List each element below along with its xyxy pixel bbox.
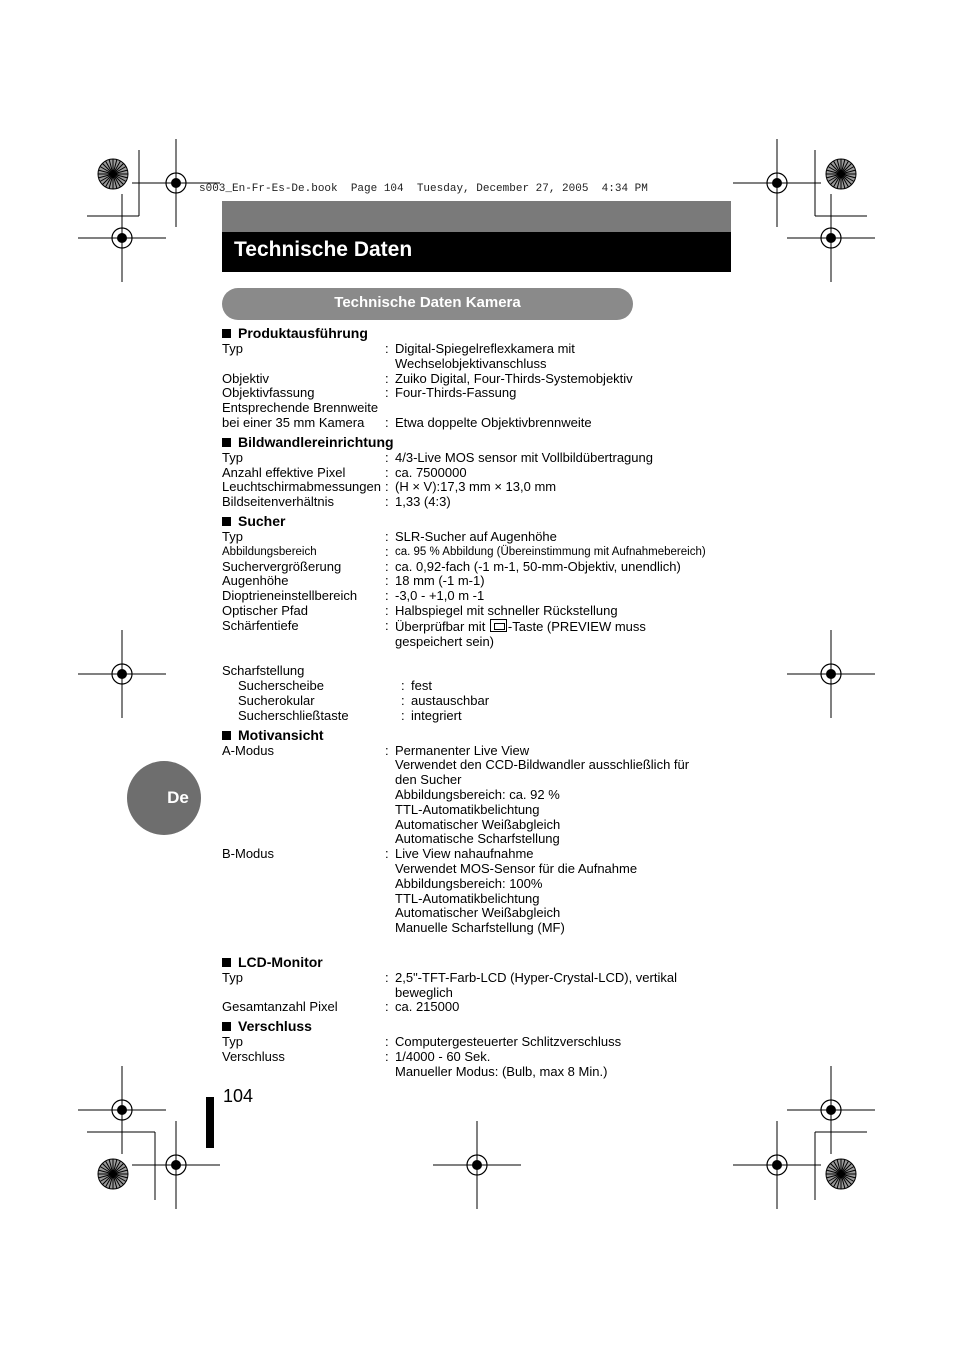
spec-value: 1/4000 - 60 Sek. Manueller Modus: (Bulb, max 8 Min.) [395,1049,608,1079]
spec-value: Permanenter Live View Verwendet den CCD-Bildwandler ausschließlich für den Sucher Abbildungsbereich: ca. 92 % TTL-Automatikbelichtung Automatischer Weißabgleich Automatische Scharfstellung [395,742,690,847]
spec-label: A-Modus [222,742,275,758]
spec-row [222,560,742,575]
spec-label: Typ [222,341,243,356]
spec-label: Entsprechende Brennweite bei einer 35 mm Kamera [222,400,379,430]
spec-value: ca. 215000 [395,999,460,1015]
page-title: Technische Daten [234,238,413,261]
spec-colon: : [385,385,389,401]
spec-row [222,451,742,466]
spec-colon: : [385,573,389,589]
spec-label: Leuchtschirmabmessungen [222,479,381,495]
page-number-bar [206,1097,214,1148]
spec-value: Zuiko Digital, Four-Thirds-Systemobjektiv [395,370,633,386]
spec-label: Scharfstellung [222,663,305,679]
spec-row [222,495,742,510]
spec-colon: : [385,479,389,495]
spec-label: Dioptrieneinstellbereich [222,588,358,604]
spec-value [395,664,742,679]
spec-value: 4/3-Live MOS sensor mit Vollbildübertragung [395,449,653,465]
spec-colon: : [385,464,389,480]
section-title-pill: Technische Daten Kamera [222,288,633,320]
language-tab [127,761,201,835]
spec-colon: : [385,370,389,386]
spec-value: -3,0 - +1,0 m -1 [395,588,485,604]
registration-dot [826,233,836,243]
spec-label: Bildseitenverhältnis [222,494,335,510]
registration-dot [772,178,782,188]
spec-colon: : [385,528,389,544]
section-heading: Produktausführung [222,324,742,342]
spec-value: Halbspiegel mit schneller Rückstellung [395,602,618,618]
spec-colon: : [385,969,389,985]
spec-label: Verschluss [222,1049,285,1065]
spec-row [222,679,742,694]
spacer [222,649,742,664]
section-heading: LCD-Monitor [222,953,742,971]
spec-row [222,694,742,709]
spec-label: Sucherscheibe [238,678,324,694]
registration-dot [772,1160,782,1170]
spec-value: ca. 95 % Abbildung (Übereinstimmung mit Aufnahmebereich) [395,545,706,558]
spec-value: Etwa doppelte Objektivbrennweite [395,414,592,430]
section-heading: Motivansicht [222,726,742,744]
spec-label: Suchervergrößerung [222,558,342,574]
spec-row [222,744,742,848]
spec-colon: : [401,707,405,723]
spec-value: Digital-Spiegelreflexkamera mit Wechselobjektivanschluss [395,341,575,371]
spec-label: Optischer Pfad [222,602,308,618]
spec-value: ca. 0,92-fach (-1 m-1, 50-mm-Objektiv, unendlich) [395,558,681,574]
spec-value: ca. 7500000 [395,464,467,480]
spec-value-part: -Taste (PREVIEW muss gespeichert sein) [395,618,646,649]
spec-colon: : [385,341,389,356]
print-info-line: s003_En-Fr-Es-De.book Page 104 Tuesday, December 27, 2005 4:34 PM [199,183,648,195]
spec-row [222,466,742,481]
spec-value: fest [411,678,432,694]
section-heading: Sucher [222,512,742,530]
registration-dot [826,669,836,679]
spec-label: Sucherschließtaste [238,707,349,723]
spec-label: Sucherokular [238,692,315,708]
registration-dot [472,1160,482,1170]
spec-colon: : [385,999,389,1015]
spec-row [222,847,742,936]
spec-row [222,1050,742,1080]
spec-label: Objektivfassung [222,385,315,401]
spec-value: 1,33 (4:3) [395,494,451,510]
spec-list [222,322,742,1080]
spec-row [222,604,742,619]
spec-row [222,1035,742,1050]
spec-colon: : [385,1049,389,1065]
registration-dot [117,233,127,243]
spec-colon: : [385,742,389,758]
spec-colon: : [401,692,405,708]
spec-colon: : [385,414,389,430]
spec-value: 2,5"-TFT-Farb-LCD (Hyper-Crystal-LCD), vertikal beweglich [395,969,677,1000]
spec-colon: : [385,617,389,633]
spec-colon: : [401,678,405,694]
title-bar [222,232,731,272]
spec-row [222,386,742,401]
spec-label: Typ [222,1034,243,1050]
spec-value: (H × V):17,3 mm × 13,0 mm [395,479,557,495]
spec-label: B-Modus [222,846,275,862]
page-number: 104 [223,1086,254,1106]
spec-row [222,530,742,545]
spec-value [395,619,742,650]
section-heading: Verschluss [222,1017,742,1035]
registration-dot [826,1105,836,1115]
spec-colon: : [385,449,389,465]
spec-colon: : [385,494,389,510]
spec-colon: : [385,1034,389,1050]
header-bar [222,201,731,232]
spec-row [222,545,742,560]
registration-dot [117,1105,127,1115]
preview-button-icon [490,619,507,632]
spec-colon [385,664,395,679]
spec-row [222,709,742,724]
spec-row [222,480,742,495]
spec-colon: : [385,543,389,559]
spec-value: Four-Thirds-Fassung [395,385,517,401]
language-tab-label: De [167,788,189,807]
spec-value: Live View nahaufnahme Verwendet MOS-Sensor für die Aufnahme Abbildungsbereich: 100% TTL-Automatikbelichtung Automatischer Weißabgleich Manuelle Scharfstellung (MF) [395,846,638,936]
spec-row [222,342,742,372]
spec-value: austauschbar [411,692,490,708]
registration-dot [171,178,181,188]
spec-row [222,664,742,679]
spec-row [222,401,742,431]
spec-label: Typ [222,449,243,465]
spec-row [222,372,742,387]
spec-row [222,619,742,650]
spec-value-part: Überprüfbar mit [395,618,489,634]
spec-row [222,1000,742,1015]
spec-label: Objektiv [222,370,269,386]
spec-row [222,574,742,589]
section-heading: Bildwandlereinrichtung [222,433,742,451]
spec-value: integriert [411,707,462,723]
spec-row [222,971,742,1001]
spec-label: Augenhöhe [222,573,289,589]
spec-value: Computergesteuerter Schlitzverschluss [395,1034,622,1050]
spec-label: Typ [222,528,243,544]
spec-value: 18 mm (-1 m-1) [395,573,485,589]
spec-label: Schärfentiefe [222,617,299,633]
spec-label: Anzahl effektive Pixel [222,464,346,480]
spec-label: Typ [222,969,243,985]
spec-label: Abbildungsbereich [222,545,317,558]
spec-label: Gesamtanzahl Pixel [222,999,338,1015]
spec-colon: : [385,846,389,862]
registration-dot [171,1160,181,1170]
spacer [222,936,742,951]
spec-colon: : [385,558,389,574]
spec-value: SLR-Sucher auf Augenhöhe [395,528,557,544]
registration-dot [117,669,127,679]
spec-row [222,589,742,604]
spec-colon: : [385,602,389,618]
spec-colon: : [385,588,389,604]
